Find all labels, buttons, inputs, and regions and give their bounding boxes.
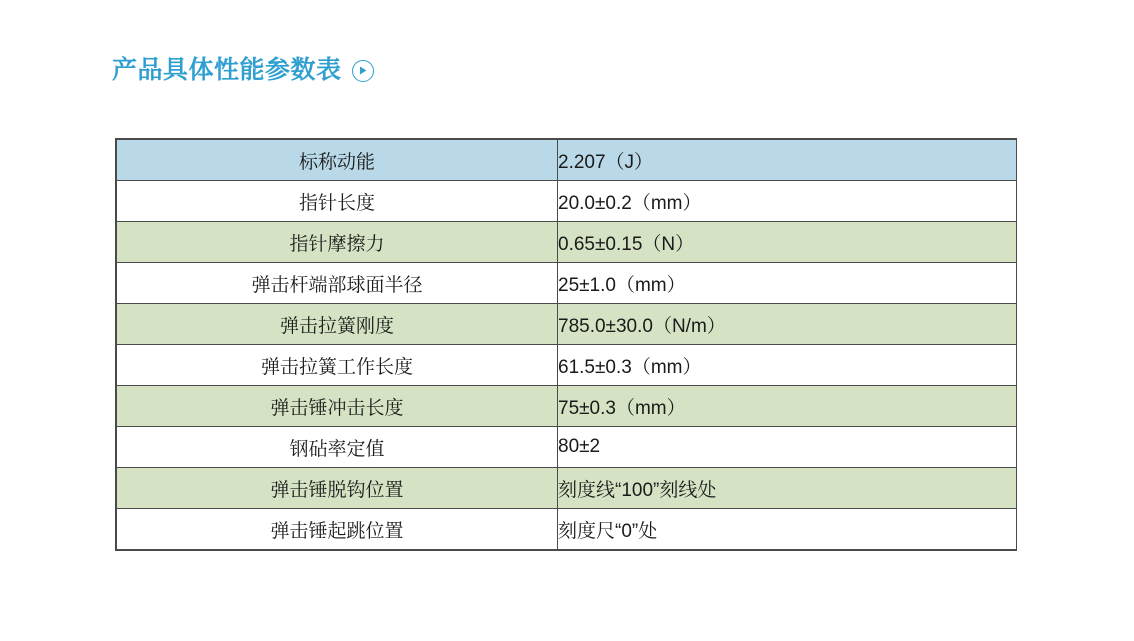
parameter-label: 指针摩擦力: [117, 222, 558, 263]
parameter-value: 20.0±0.2（mm）: [558, 181, 1017, 222]
parameter-value: 80±2: [558, 427, 1017, 468]
table-row: [117, 181, 1017, 222]
table-row: [117, 222, 1017, 263]
table-row: [117, 427, 1017, 468]
parameter-label: 弹击锤脱钩位置: [117, 468, 558, 509]
table-row: [117, 468, 1017, 509]
table-row: [117, 345, 1017, 386]
parameter-label: 钢砧率定值: [117, 427, 558, 468]
parameter-value: 2.207（J）: [558, 140, 1017, 181]
table-row: [117, 509, 1017, 550]
parameter-label: 标称动能: [117, 140, 558, 181]
parameter-value: 0.65±0.15（N）: [558, 222, 1017, 263]
parameter-table-body: [117, 140, 1017, 550]
parameter-value: 75±0.3（mm）: [558, 386, 1017, 427]
parameter-value: 61.5±0.3（mm）: [558, 345, 1017, 386]
parameter-label: 弹击锤冲击长度: [117, 386, 558, 427]
parameter-label: 指针长度: [117, 181, 558, 222]
parameter-table: [116, 139, 1017, 550]
parameter-label: 弹击锤起跳位置: [117, 509, 558, 550]
table-row: [117, 263, 1017, 304]
play-circle-icon[interactable]: [352, 60, 374, 82]
table-row: [117, 304, 1017, 345]
parameter-label: 弹击拉簧刚度: [117, 304, 558, 345]
parameter-value: 25±1.0（mm）: [558, 263, 1017, 304]
table-row: [117, 140, 1017, 181]
page-title-row: [112, 58, 374, 83]
parameter-value: 刻度线“100”刻线处: [558, 468, 1017, 509]
table-row: [117, 386, 1017, 427]
page-title: 产品具体性能参数表: [112, 56, 342, 84]
parameter-table-container: [115, 138, 1017, 551]
parameter-value: 785.0±30.0（N/m）: [558, 304, 1017, 345]
parameter-label: 弹击拉簧工作长度: [117, 345, 558, 386]
parameter-label: 弹击杆端部球面半径: [117, 263, 558, 304]
parameter-value: 刻度尺“0”处: [558, 509, 1017, 550]
